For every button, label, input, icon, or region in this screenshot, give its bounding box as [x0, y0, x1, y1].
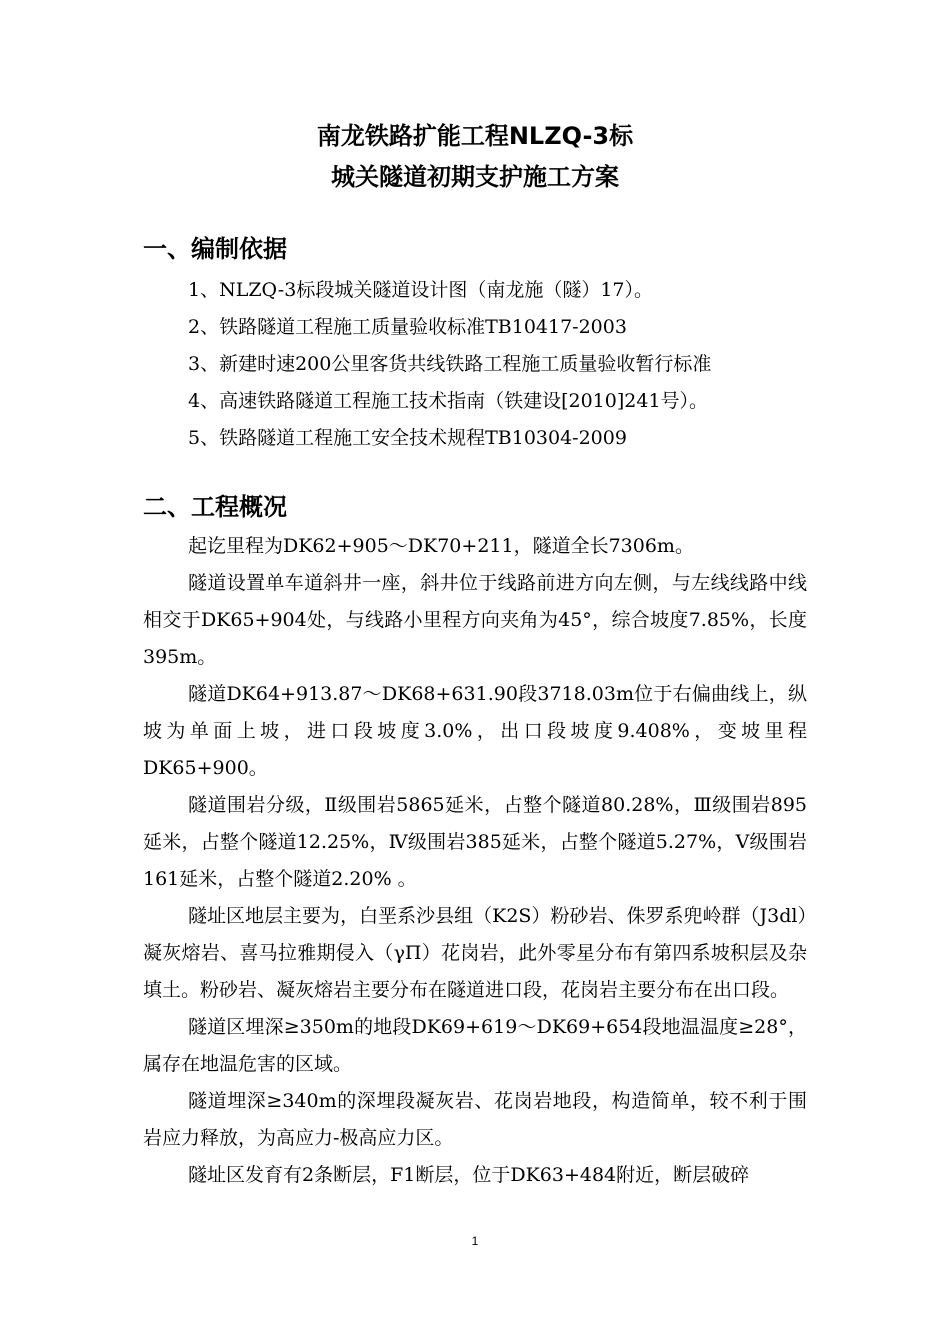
paragraph: 隧道DK64+913.87～DK68+631.90段3718.03m位于右偏曲线上，纵坡为单面上坡，进口段坡度3.0%，出口段坡度9.408%，变坡里程DK65+900。 — [143, 683, 807, 779]
document-title-line-2: 城关隧道初期支护施工方案 — [331, 163, 619, 191]
overview-body — [143, 528, 807, 1194]
paragraph: 隧址区地层主要为，白垩系沙县组（K2S）粉砂岩、侏罗系兜岭群（J3dl）凝灰熔岩、喜马拉雅期侵入（γΠ）花岗岩，此外零星分布有第四系坡积层及杂填土。粉砂岩、凝灰熔岩主要分布在隧道进口段，花岗岩主要分布在出口段。 — [143, 905, 807, 1001]
list-item: 1、NLZQ-3标段城关隧道设计图（南龙施（隧）17）。 — [188, 279, 653, 301]
list-item: 5、铁路隧道工程施工安全技术规程TB10304-2009 — [188, 427, 627, 449]
page-number: 1 — [471, 1234, 479, 1248]
section-heading-overview: 二、工程概况 — [143, 493, 287, 521]
list-item: 4、高速铁路隧道工程施工技术指南（铁建设[2010]241号）。 — [188, 390, 709, 412]
paragraph: 隧道埋深≥340m的深埋段凝灰岩、花岗岩地段，构造简单，较不利于围岩应力释放，为高应力-极高应力区。 — [143, 1090, 807, 1149]
list-item: 2、铁路隧道工程施工质量验收标准TB10417-2003 — [188, 316, 627, 338]
basis-list — [188, 272, 818, 457]
paragraph: 隧道围岩分级，Ⅱ级围岩5865延米，占整个隧道80.28%，Ⅲ级围岩895延米，占整个隧道12.25%，Ⅳ级围岩385延米，占整个隧道5.27%，Ⅴ级围岩161延米，占整个隧道2.20% 。 — [143, 794, 807, 890]
paragraph: 起讫里程为DK62+905～DK70+211，隧道全长7306m。 — [188, 535, 694, 557]
paragraph: 隧道区埋深≥350m的地段DK69+619～DK69+654段地温温度≥28°，属存在地温危害的区域。 — [143, 1016, 807, 1075]
paragraph: 隧道设置单车道斜井一座，斜井位于线路前进方向左侧，与左线线路中线相交于DK65+904处，与线路小里程方向夹角为45°，综合坡度7.85%，长度395m。 — [143, 572, 807, 668]
section-heading-basis: 一、编制依据 — [143, 235, 287, 263]
document-title-line-1: 南龙铁路扩能工程NLZQ-3标 — [316, 122, 634, 150]
paragraph: 隧址区发育有2条断层，F1断层，位于DK63+484附近，断层破碎 — [188, 1164, 750, 1186]
list-item: 3、新建时速200公里客货共线铁路工程施工质量验收暂行标准 — [188, 353, 712, 375]
